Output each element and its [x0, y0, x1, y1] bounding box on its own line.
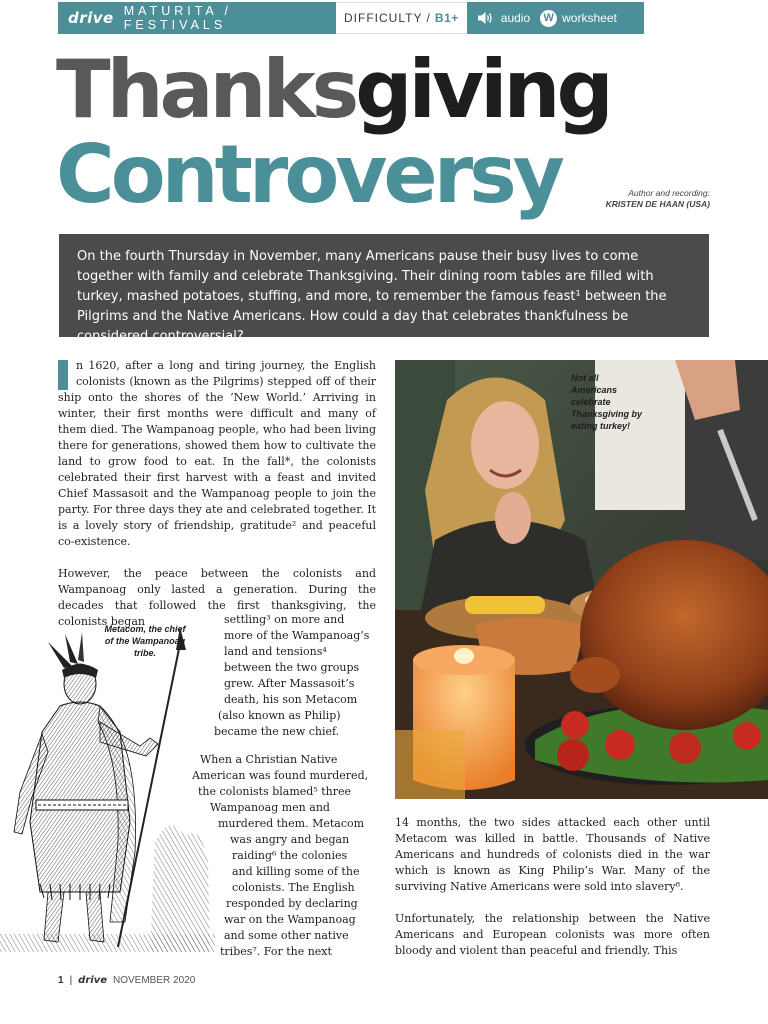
text-line: more of the Wampanoag’s — [224, 629, 370, 642]
text-line: land and tensions⁴ — [224, 645, 327, 658]
text-line: When a Christian Native — [200, 753, 338, 766]
article-column-2 — [395, 815, 710, 975]
speaker-icon — [477, 11, 495, 25]
text-line: tribes⁷. For the next — [220, 945, 332, 958]
page-number: 1 — [58, 975, 64, 986]
paragraph-3-wrap — [192, 752, 386, 960]
text-line: murdered them. Metacom — [218, 817, 365, 830]
author-credit — [606, 188, 710, 210]
worksheet-icon: W — [540, 10, 557, 27]
author-name: KRISTEN DE HAAN (USA) — [605, 199, 710, 209]
audio-label: audio — [500, 11, 531, 25]
top-bar — [58, 2, 644, 34]
text-line: (also known as Philip) — [218, 709, 341, 722]
audio-button[interactable] — [477, 11, 530, 25]
paragraph-1-text: n 1620, after a long and tiring journey, the English colonists (known as the Pilgrims) stepped off of their ship onto the shores of the ‘New World.’ Arriving in winter, their first months were difficult and many of them died. The Wampanoag people, who had been living there for generations, showed them how to cultivate the land to grow food to eat. In the fall*, the colonists celebrated their first harvest with a feast and invited Chief Massasoit and the Wampanoag people to join the party. For three days they ate and celebrated together. It is a lovely story of friendship, gratitude² and peaceful co-existence. — [58, 359, 377, 548]
text-line: settling³ on more and — [224, 613, 345, 626]
headline-line-2: Controversy — [56, 128, 561, 221]
intro-box: On the fourth Thursday in November, many Americans pause their busy lives to come together with family and celebrate Thanksgiving. Their dining room tables are filled with turkey, mashed potatoes, stuffing, and more, to remember the famous feast¹ between the Pilgrims and the Native Americans. How could a day that celebrates thankfulness be considered controversial? — [59, 234, 709, 337]
brand-logo: drive — [68, 9, 114, 27]
text-line: the colonists blamed⁵ three — [198, 785, 352, 798]
text-line: death, his son Metacom — [224, 693, 358, 706]
paragraph-2-intro: However, the peace between the colonists and Wampanoag only lasted a generation. During the decades that followed the first thanksgiving, the colonists began — [58, 567, 376, 628]
text-line: Wampanoag men and — [210, 801, 330, 814]
footer-brand: drive — [78, 975, 107, 986]
text-line: responded by declaring — [226, 897, 358, 910]
author-label: Author and recording: — [628, 188, 710, 198]
headline-part-2: giving — [355, 43, 610, 136]
paragraph-1 — [58, 358, 376, 550]
metacom-illustration — [0, 622, 215, 952]
difficulty-level: B1+ — [434, 11, 459, 25]
article-column-1 — [58, 358, 376, 630]
paragraph-col2-2: Unfortunately, the relationship between the Native Americans and European colonists was more often bloody and violent than peaceful and friendly. This — [395, 912, 710, 957]
text-line: and killing some of the — [232, 865, 360, 878]
issue-date: NOVEMBER 2020 — [113, 975, 196, 986]
footer-separator: | — [69, 975, 73, 986]
worksheet-button[interactable] — [540, 10, 617, 27]
text-line: raiding⁶ the colonies — [232, 849, 348, 862]
section-label: MATURITA / FESTIVALS — [123, 4, 233, 32]
text-line: and some other native — [224, 929, 349, 942]
worksheet-label: worksheet — [562, 11, 617, 25]
paragraph-col2-1: 14 months, the two sides attacked each other until Metacom was killed in battle. Thousands of Native Americans and hundreds of colonists died in the war which is known as King Philip’s War. Many of the surviving Native Americans were sold into slavery⁸. — [395, 816, 710, 893]
photo-caption: Not all Americans celebrate Thanksgiving by eating turkey! — [571, 373, 643, 431]
difficulty-indicator — [336, 2, 467, 34]
section-banner — [58, 2, 336, 34]
text-line: was angry and began — [230, 833, 350, 846]
text-line: between the two groups — [224, 661, 360, 674]
text-line: grew. After Massasoit’s — [224, 677, 355, 690]
text-line: American was found murdered, — [192, 769, 369, 782]
difficulty-label: DIFFICULTY / — [344, 11, 431, 25]
metacom-caption: Metacom, the chief of the Wampanoag tribe. — [104, 624, 186, 658]
text-line: became the new chief. — [214, 725, 340, 738]
text-line: war on the Wampanoag — [224, 913, 356, 926]
headline-part-1: Thanks — [56, 43, 356, 136]
media-links — [467, 2, 644, 34]
paragraph-2-wrap — [214, 612, 384, 740]
page-footer — [58, 975, 195, 986]
drop-cap-bar — [58, 360, 68, 390]
text-line: colonists. The English — [232, 881, 355, 894]
